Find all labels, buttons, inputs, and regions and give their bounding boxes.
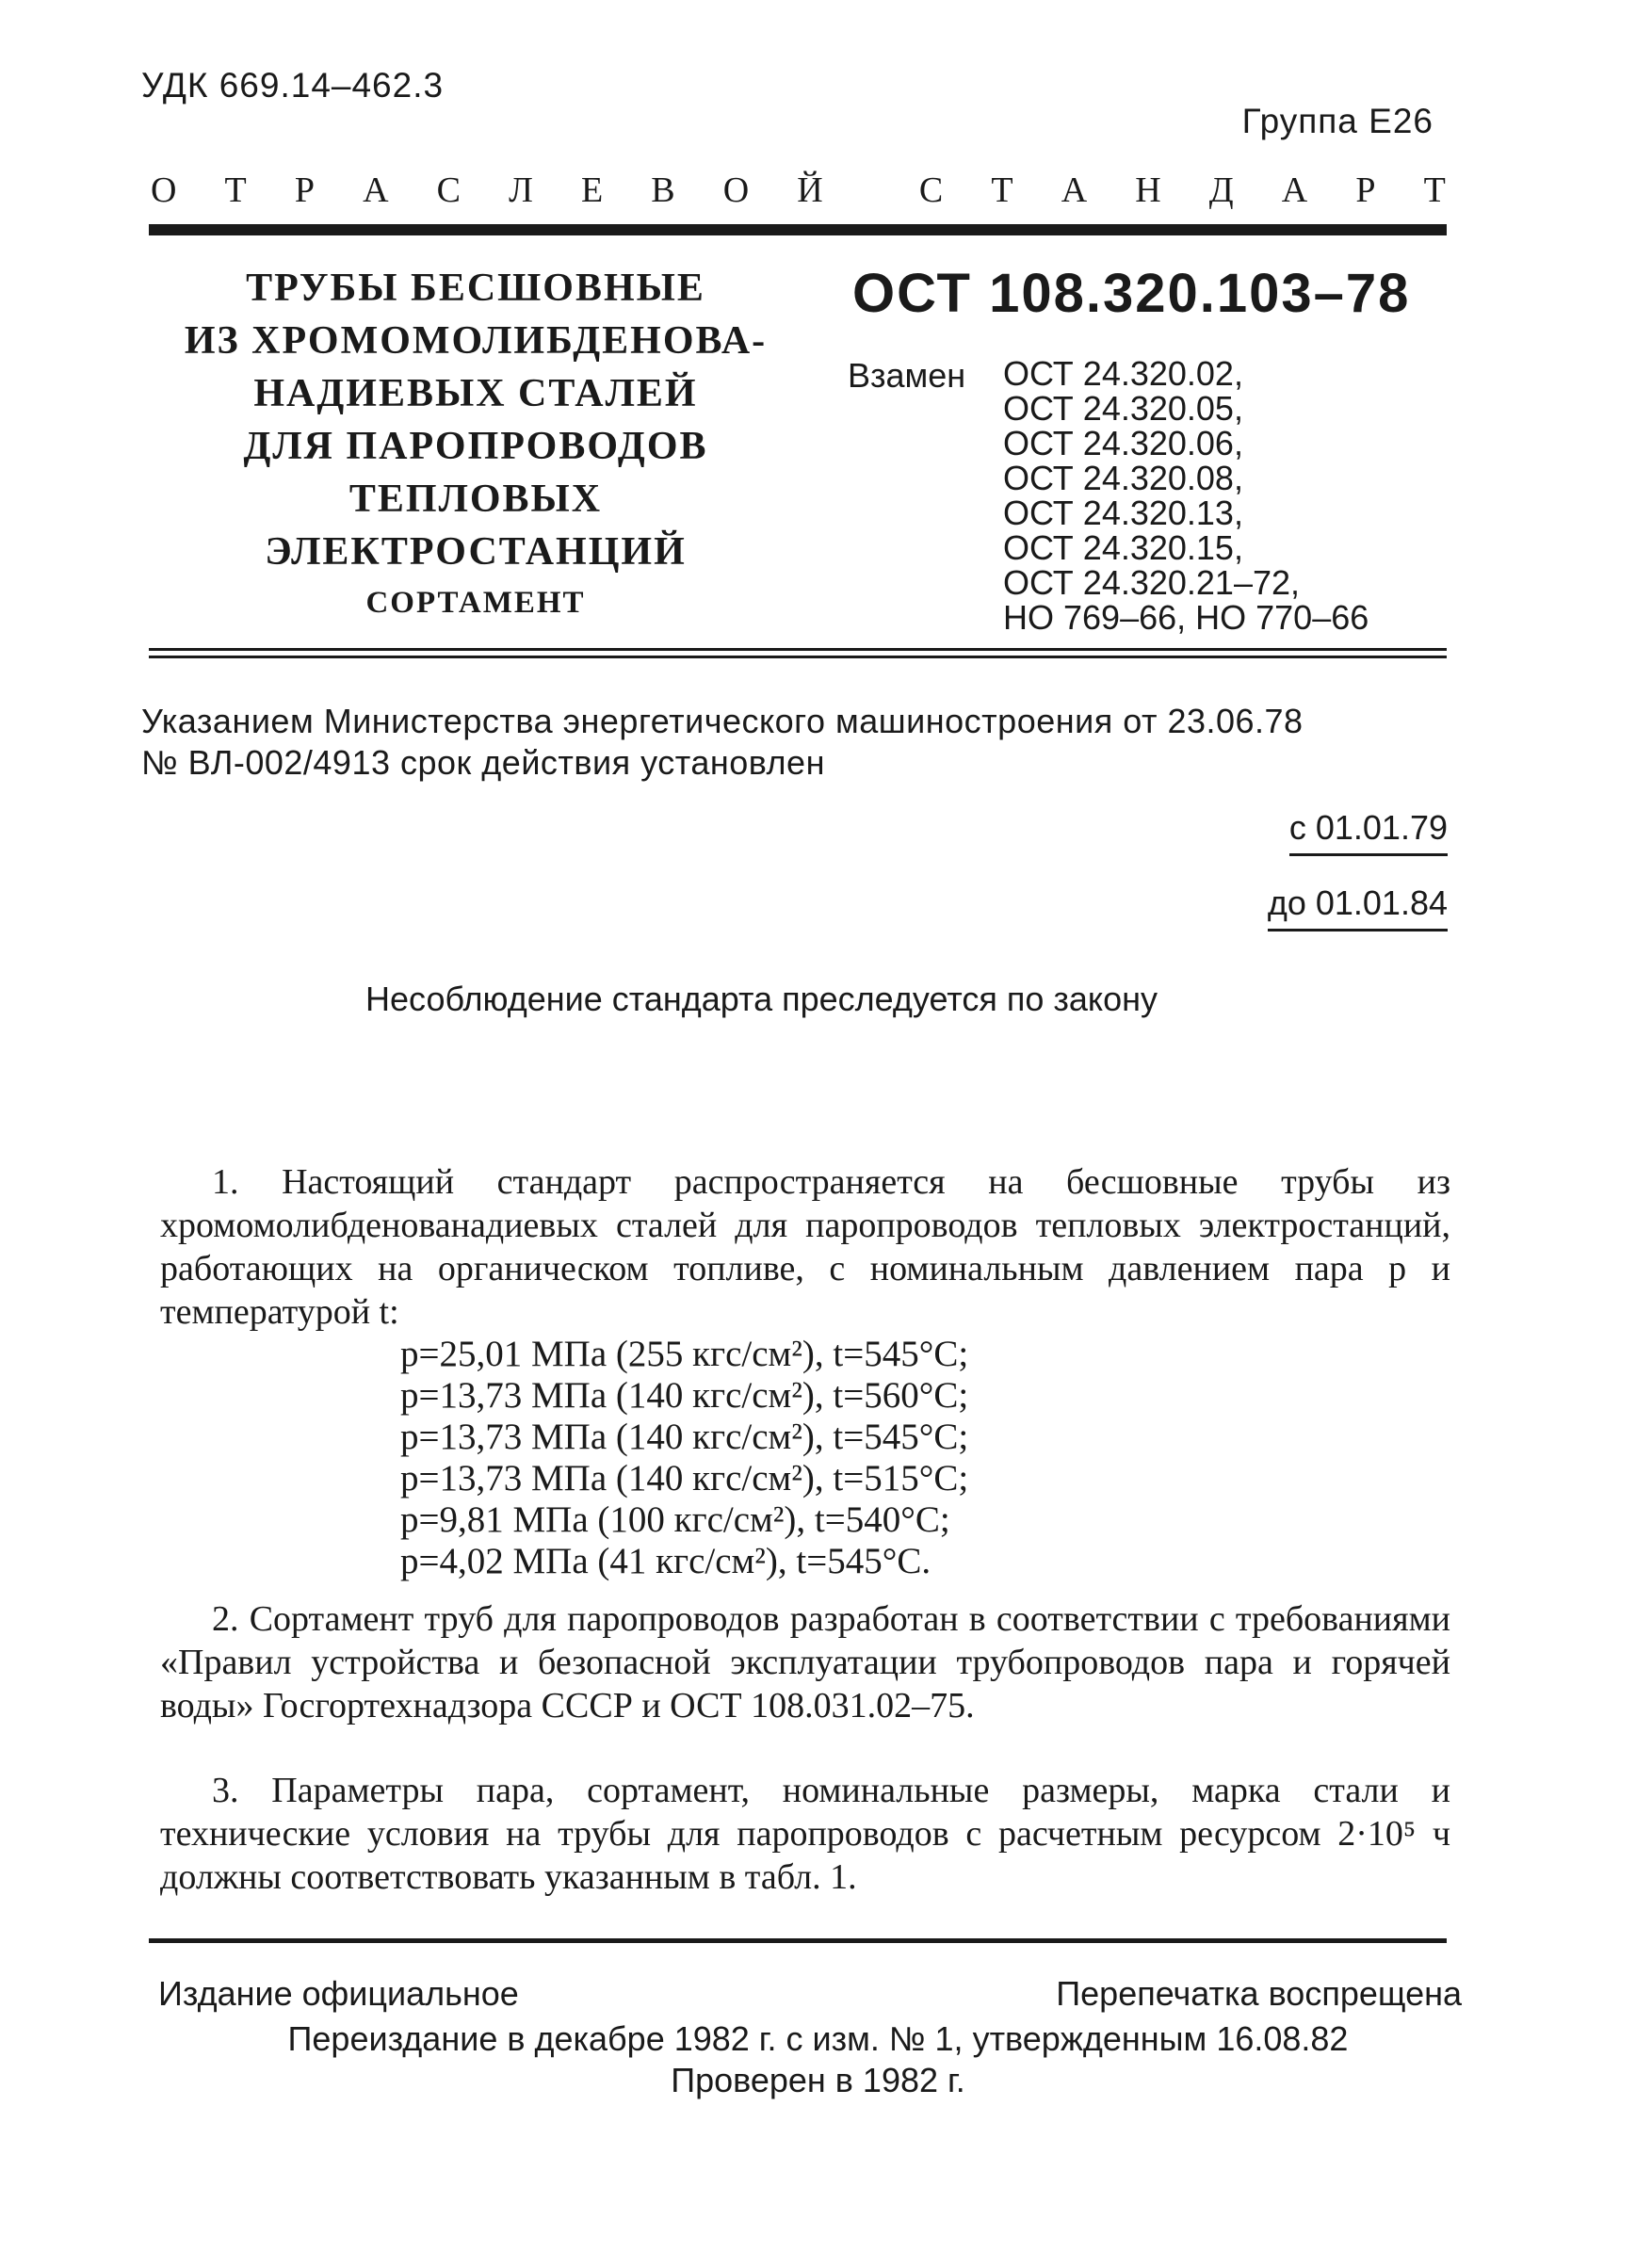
valid-from-date: с 01.01.79 [1289, 808, 1448, 856]
heading-letter: Т [224, 170, 247, 210]
otraslevoy-standard-heading [151, 170, 1446, 211]
heading-letter: Н [1135, 170, 1161, 210]
paragraph-2 [160, 1597, 1450, 1727]
replaced-standard: ОСТ 24.320.13, [1003, 494, 1243, 532]
title-line: НАДИЕВЫХ СТАЛЕЙ [253, 372, 698, 415]
replaces-list [1003, 356, 1369, 635]
heading-letter: О [722, 170, 750, 210]
udk-code: УДК 669.14–462.3 [141, 66, 445, 105]
heading-letter: Р [294, 170, 315, 210]
title-line: ДЛЯ ПАРОПРОВОДОВ [243, 425, 708, 468]
document-title [151, 262, 801, 578]
title-divider-bottom [149, 656, 1447, 658]
reissue-note: Переиздание в декабре 1982 г. с изм. № 1, утвержденным 16.08.82 [287, 2019, 1349, 2058]
heading-letter: А [1061, 170, 1088, 210]
paragraph-1 [160, 1160, 1450, 1334]
heading-letter: В [651, 170, 675, 210]
paragraph-2-text: 2. Сортамент труб для паропроводов разработан в соответствии с требованиями «Правил устройства и безопасной эксплуатации трубопроводов пара и горячей воды» Госгортехнадзора СССР и ОСТ 108.031.02–75. [160, 1599, 1450, 1725]
heading-letter: О [151, 170, 177, 210]
replaced-standard: ОСТ 24.320.15, [1003, 528, 1243, 567]
directive-line: № ВЛ-002/4913 срок действия установлен [141, 743, 825, 782]
heading-letter: Л [509, 170, 533, 210]
replaced-standard: ОСТ 24.320.02, [1003, 354, 1243, 393]
replaces-label: Взамен [848, 356, 966, 395]
paragraph-3-text: 3. Параметры пара, сортамент, номинальные размеры, марка стали и технические условия на трубы для паропроводов с расчетным ресурсом 2·10⁵ ч должны соответствовать указанным в табл. 1. [160, 1771, 1450, 1897]
group-code: Группа Е26 [1241, 102, 1434, 140]
checked-note: Проверен в 1982 г. [671, 2061, 965, 2099]
directive-line: Указанием Министерства энергетического машиностроения от 23.06.78 [141, 702, 1304, 740]
title-line: ТЕПЛОВЫХ [348, 478, 603, 521]
replaced-standard: ОСТ 24.320.21–72, [1003, 563, 1301, 602]
title-line: ИЗ ХРОМОМОЛИБДЕНОВА- [184, 319, 768, 363]
replaced-standard: ОСТ 24.320.05, [1003, 389, 1243, 428]
law-notice: Несоблюдение стандарта преследуется по закону [365, 980, 1158, 1018]
heading-letter: Т [991, 170, 1013, 210]
paragraph-1-text: 1. Настоящий стандарт распространяется на бесшовные трубы из хромомолибденованадиевых сталей для паропроводов тепловых электростанций, работающих на органическом топливе, с номинальным давлением пара p и температурой t: [160, 1162, 1450, 1332]
valid-to-date: до 01.01.84 [1268, 883, 1448, 932]
replaced-standard: ОСТ 24.320.06, [1003, 424, 1243, 462]
formula-line: p=4,02 МПа (41 кгс/см²), t=545°С. [400, 1541, 931, 1581]
paragraph-3 [160, 1769, 1450, 1899]
replaced-standard: ОСТ 24.320.08, [1003, 459, 1243, 497]
footer-divider [149, 1938, 1447, 1943]
ministry-directive [141, 701, 1304, 784]
formula-line: p=13,73 МПа (140 кгс/см²), t=515°С; [400, 1458, 969, 1498]
parameter-formulas [400, 1334, 968, 1582]
standard-number: ОСТ 108.320.103–78 [852, 263, 1411, 324]
title-line: ТРУБЫ БЕСШОВНЫЕ [246, 267, 705, 310]
heading-letter: Е [580, 170, 604, 210]
formula-line: p=13,73 МПа (140 кгс/см²), t=545°С; [400, 1417, 969, 1457]
heading-letter: А [363, 170, 389, 210]
title-line: ЭЛЕКТРОСТАНЦИЙ [265, 530, 687, 574]
formula-line: p=25,01 МПа (255 кгс/см²), t=545°С; [400, 1334, 969, 1374]
formula-line: p=13,73 МПа (140 кгс/см²), t=560°С; [400, 1375, 969, 1416]
header-divider [149, 224, 1447, 235]
heading-letter: Д [1208, 170, 1234, 210]
heading-letter: Р [1355, 170, 1376, 210]
heading-letter: Т [1423, 170, 1446, 210]
official-edition: Издание официальное [158, 1974, 519, 2013]
reprint-prohibited: Перепечатка воспрещена [1056, 1974, 1462, 2013]
heading-letter: С [918, 170, 944, 210]
title-divider-top [149, 648, 1447, 651]
heading-letter: Й [797, 170, 823, 210]
document-subtitle: СОРТАМЕНТ [365, 586, 586, 620]
heading-letter: А [1281, 170, 1308, 210]
formula-line: p=9,81 МПа (100 кгс/см²), t=540°С; [400, 1499, 950, 1540]
heading-letter: С [436, 170, 461, 210]
replaced-standard: НО 769–66, НО 770–66 [1003, 598, 1369, 637]
